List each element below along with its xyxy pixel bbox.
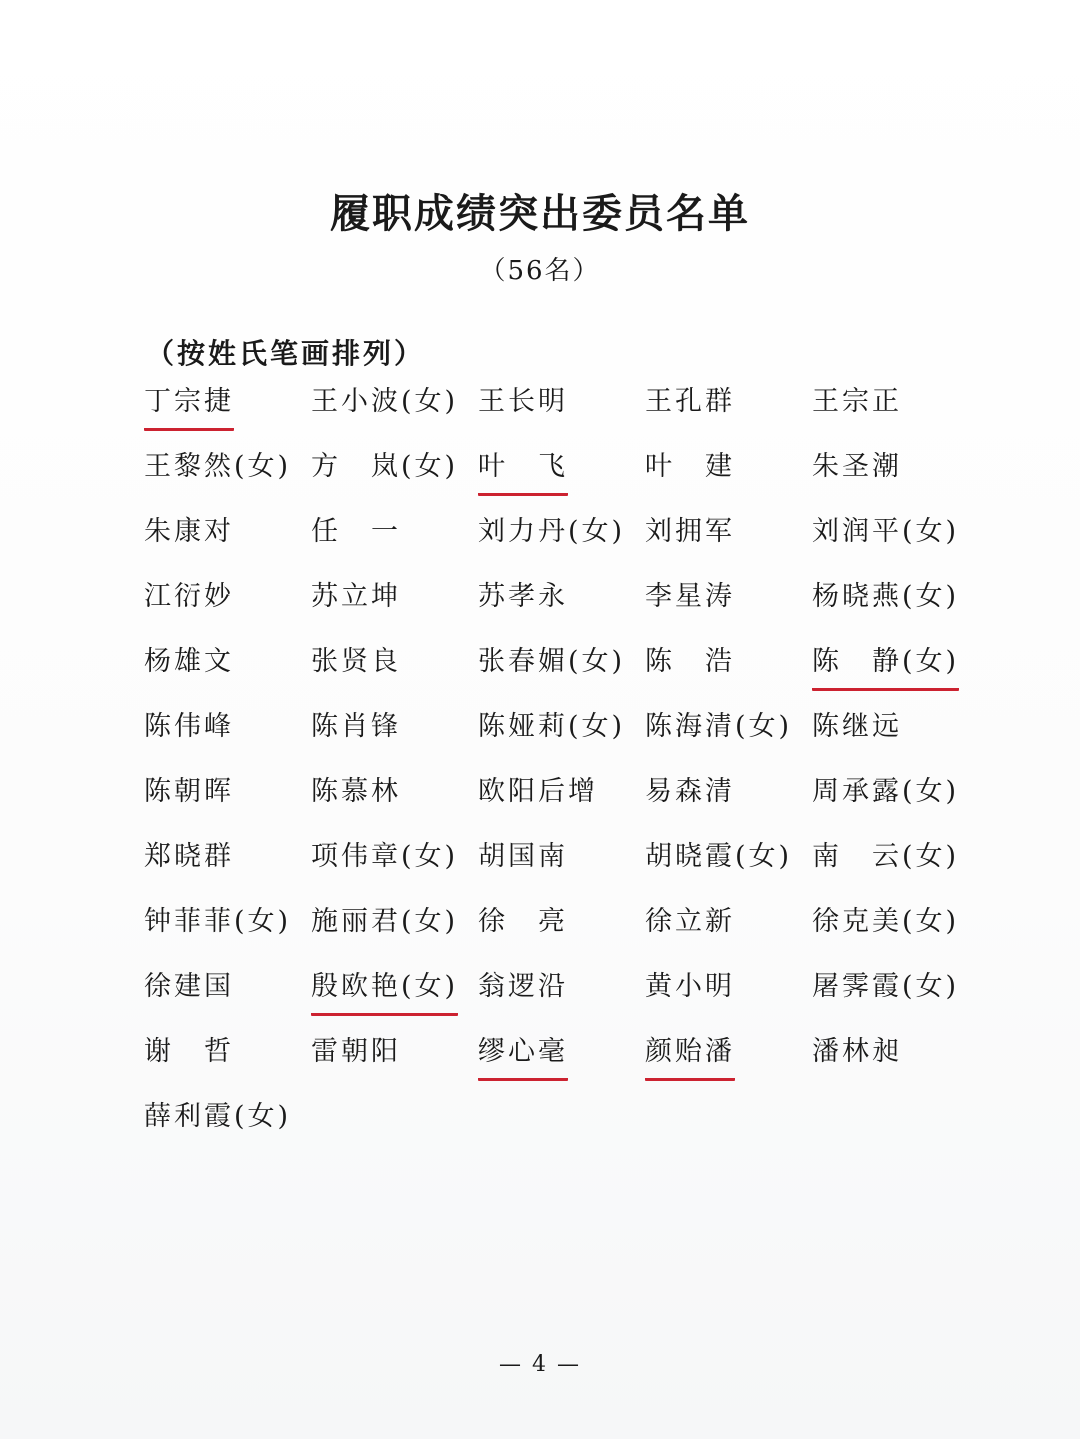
member-entry (311, 705, 478, 770)
member-entry (311, 510, 478, 575)
member-name-underlined: 丁宗捷 (144, 380, 234, 431)
member-entry (812, 835, 974, 900)
member-name: 易森清 (645, 776, 735, 807)
member-name: 胡国南 (478, 841, 568, 872)
member-entry (645, 770, 812, 835)
member-entry (144, 575, 311, 640)
sort-note: （按姓氏笔画排列） (146, 337, 426, 370)
member-entry (144, 900, 311, 965)
member-name: 任 一 (311, 516, 401, 547)
member-name: 徐 亮 (478, 906, 568, 937)
member-entry (478, 1030, 645, 1095)
member-entry (812, 900, 974, 965)
member-entry (311, 1030, 478, 1095)
member-name: 陈 浩 (645, 646, 735, 677)
member-entry (478, 445, 645, 510)
member-name: 王小波(女) (311, 386, 459, 417)
member-entry (645, 900, 812, 965)
member-entry (478, 835, 645, 900)
member-entry (144, 510, 311, 575)
member-name: 陈娅莉(女) (478, 711, 626, 742)
member-entry (311, 575, 478, 640)
member-name: 翁逻沿 (478, 971, 568, 1002)
member-entry (812, 965, 974, 1030)
member-entry (144, 835, 311, 900)
member-entry (812, 575, 974, 640)
member-name: 黄小明 (645, 971, 735, 1002)
member-entry (144, 965, 311, 1030)
member-entry (311, 835, 478, 900)
member-name: 南 云(女) (812, 841, 960, 872)
member-entry (645, 380, 812, 445)
member-name: 朱康对 (144, 516, 234, 547)
member-entry (478, 640, 645, 705)
member-entry (311, 445, 478, 510)
member-entry (812, 1030, 974, 1095)
member-name: 周承露(女) (812, 776, 960, 807)
member-name-underlined: 殷欧艳(女) (311, 965, 458, 1016)
member-name: 雷朝阳 (311, 1036, 401, 1067)
member-entry (144, 1095, 311, 1160)
member-entry (311, 770, 478, 835)
member-entry (645, 835, 812, 900)
member-entry (645, 705, 812, 770)
member-entry (812, 445, 974, 510)
member-entry (812, 770, 974, 835)
member-name: 杨雄文 (144, 646, 234, 677)
member-entry (144, 1030, 311, 1095)
member-count: （56名） (479, 256, 601, 286)
member-entry (645, 640, 812, 705)
member-name: 郑晓群 (144, 841, 234, 872)
member-name: 陈慕林 (311, 776, 401, 807)
member-name: 潘林昶 (812, 1036, 902, 1067)
member-name: 刘力丹(女) (478, 516, 626, 547)
member-name: 徐克美(女) (812, 906, 960, 937)
member-entry (478, 770, 645, 835)
member-name: 苏立坤 (311, 581, 401, 612)
member-entry (478, 900, 645, 965)
member-entry (311, 640, 478, 705)
member-name-underlined: 叶 飞 (478, 445, 568, 496)
member-name: 王黎然(女) (144, 451, 292, 482)
member-entry (645, 445, 812, 510)
member-name: 叶 建 (645, 451, 735, 482)
member-entry (311, 380, 478, 445)
member-entry (645, 510, 812, 575)
member-entry (144, 640, 311, 705)
member-entry (478, 510, 645, 575)
member-entry (144, 380, 311, 445)
member-entry (478, 965, 645, 1030)
member-name: 张春媚(女) (478, 646, 626, 677)
member-name: 李星涛 (645, 581, 735, 612)
member-entry (812, 640, 974, 705)
member-entry (478, 380, 645, 445)
member-name: 钟菲菲(女) (144, 906, 292, 937)
member-entry (311, 900, 478, 965)
member-name: 徐建国 (144, 971, 234, 1002)
member-name: 江衍妙 (144, 581, 234, 612)
member-name: 项伟章(女) (311, 841, 459, 872)
member-name: 欧阳后增 (478, 776, 598, 807)
member-name: 苏孝永 (478, 581, 568, 612)
member-entry (645, 575, 812, 640)
member-entry (812, 510, 974, 575)
member-entry (812, 705, 974, 770)
member-name: 杨晓燕(女) (812, 581, 960, 612)
member-name: 朱圣潮 (812, 451, 902, 482)
member-list (144, 380, 974, 1160)
member-name: 陈海清(女) (645, 711, 793, 742)
member-entry (144, 705, 311, 770)
member-entry (144, 445, 311, 510)
member-name: 陈朝晖 (144, 776, 234, 807)
member-name: 施丽君(女) (311, 906, 459, 937)
member-name: 方 岚(女) (311, 451, 459, 482)
member-entry (478, 575, 645, 640)
member-entry (311, 965, 478, 1030)
member-name-underlined: 缪心毫 (478, 1030, 568, 1081)
member-entry (144, 770, 311, 835)
member-name: 刘润平(女) (812, 516, 960, 547)
member-name: 胡晓霞(女) (645, 841, 793, 872)
member-entry (645, 1030, 812, 1095)
member-name-underlined: 陈 静(女) (812, 640, 959, 691)
page-number: — 4 — (499, 1352, 581, 1377)
member-name: 屠霁霞(女) (812, 971, 960, 1002)
member-name: 王长明 (478, 386, 568, 417)
member-name: 王孔群 (645, 386, 735, 417)
member-name: 陈肖锋 (311, 711, 401, 742)
member-entry (812, 380, 974, 445)
member-entry (645, 965, 812, 1030)
document-title: 履职成绩突出委员名单 (330, 190, 750, 237)
member-name: 薛利霞(女) (144, 1101, 292, 1132)
member-name: 谢 哲 (144, 1036, 234, 1067)
member-entry (478, 705, 645, 770)
member-name: 徐立新 (645, 906, 735, 937)
member-name: 张贤良 (311, 646, 401, 677)
member-name: 陈伟峰 (144, 711, 234, 742)
member-name-underlined: 颜贻潘 (645, 1030, 735, 1081)
member-name: 刘拥军 (645, 516, 735, 547)
member-name: 王宗正 (812, 386, 902, 417)
member-name: 陈继远 (812, 711, 902, 742)
